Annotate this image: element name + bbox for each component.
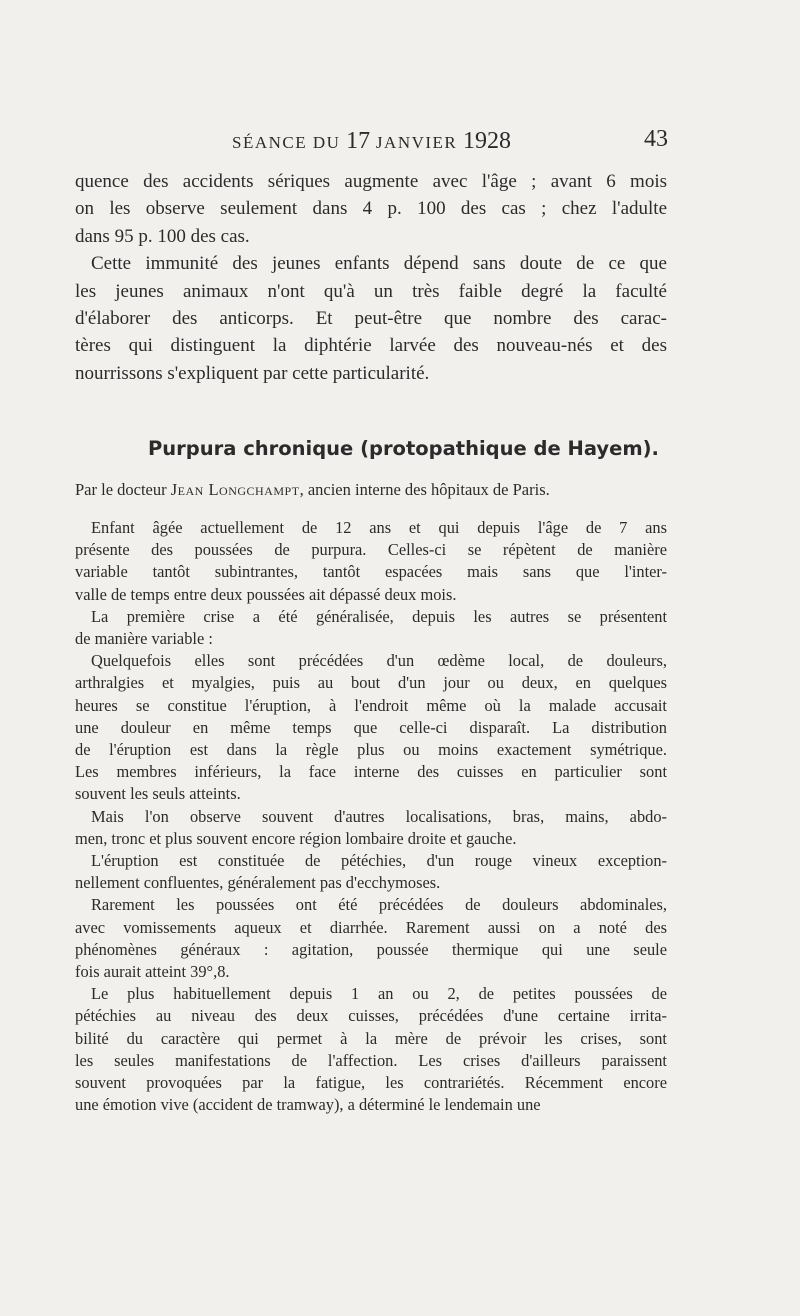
running-title-month: JANVIER: [375, 133, 458, 152]
text-line: avec vomissements aqueux et diarrhée. Rarement aussi on a noté des: [75, 917, 667, 937]
text-line: Cette immunité des jeunes enfants dépend sans doute de ce que: [91, 253, 667, 275]
byline-suffix: , ancien interne des hôpitaux de Paris.: [299, 480, 550, 499]
running-title-year: 1928: [463, 128, 512, 154]
text-line: nourrissons s'expliquent par cette particularité.: [75, 362, 430, 384]
text-line: nellement confluentes, généralement pas d'ecchymoses.: [75, 873, 441, 893]
text-line: d'élaborer des anticorps. Et peut-être que nombre des carac-: [75, 308, 667, 330]
text-line: Quelquefois elles sont précédées d'un œdème local, de douleurs,: [91, 651, 667, 671]
article-byline: [75, 480, 550, 500]
text-line: Rarement les poussées ont été précédées de douleurs abdominales,: [91, 895, 667, 915]
text-line: bilité du caractère qui permet à la mère de prévoir les crises, sont: [75, 1028, 667, 1048]
text-line: Les membres inférieurs, la face interne des cuisses en particulier sont: [75, 762, 667, 782]
text-line: variable tantôt subintrantes, tantôt espacées mais sans que l'inter-: [75, 562, 667, 582]
text-line: Enfant âgée actuellement de 12 ans et qui depuis l'âge de 7 ans: [91, 518, 667, 537]
text-line: Le plus habituellement depuis 1 an ou 2, de petites poussées de: [91, 984, 667, 1004]
article-body: [75, 517, 667, 1116]
running-title: [232, 128, 511, 155]
continued-text: [75, 168, 667, 387]
paragraph: [75, 250, 667, 387]
paragraph: [75, 606, 667, 650]
text-line: présente des poussées de purpura. Celles-ci se répètent de manière: [75, 540, 667, 560]
author-name: Jean Longchampt: [170, 480, 300, 499]
text-line: men, tronc et plus souvent encore région lombaire droite et gauche.: [75, 828, 517, 848]
paragraph: [75, 650, 667, 805]
text-line: souvent les seuls atteints.: [75, 784, 241, 804]
paragraph: [75, 894, 667, 983]
running-title-day: 17: [346, 128, 371, 154]
text-line: dans 95 p. 100 des cas.: [75, 225, 250, 247]
paragraph: [75, 168, 667, 250]
text-line: arthralgies et myalgies, puis au bout d'un jour ou deux, en quelques: [75, 673, 667, 693]
text-line: quence des accidents sériques augmente avec l'âge ; avant 6 mois: [75, 171, 667, 192]
text-line: de manière variable :: [75, 629, 213, 649]
article-title: Purpura chronique (protopathique de Hayem).: [148, 437, 659, 460]
text-line: tères qui distinguent la diphtérie larvée des nouveau-nés et des: [75, 335, 667, 357]
byline-prefix: Par le docteur: [75, 480, 167, 499]
page-number: 43: [644, 126, 668, 152]
paragraph: [75, 983, 667, 1116]
text-line: on les observe seulement dans 4 p. 100 des cas ; chez l'adulte: [75, 198, 667, 220]
text-line: une douleur en même temps que celle-ci disparaît. La distribution: [75, 717, 667, 737]
text-line: La première crise a été généralisée, depuis les autres se présentent: [91, 606, 667, 626]
text-line: pétéchies au niveau des deux cuisses, précédées d'une certaine irrita-: [75, 1006, 667, 1026]
page-header: [72, 124, 668, 156]
text-line: L'éruption est constituée de pétéchies, d'un rouge vineux exception-: [91, 851, 667, 871]
text-line: une émotion vive (accident de tramway), a déterminé le lendemain une: [75, 1095, 541, 1115]
paragraph: [75, 850, 667, 894]
text-line: les seules manifestations de l'affection. Les crises d'ailleurs paraissent: [75, 1050, 667, 1070]
text-line: valle de temps entre deux poussées ait dépassé deux mois.: [75, 584, 457, 604]
paragraph: [75, 806, 667, 850]
text-line: fois aurait atteint 39°,8.: [75, 962, 230, 982]
text-line: heures se constitue l'éruption, à l'endroit même où la malade accusait: [75, 695, 667, 715]
text-line: Mais l'on observe souvent d'autres localisations, bras, mains, abdo-: [91, 806, 667, 826]
text-line: phénomènes généraux : agitation, poussée thermique qui une seule: [75, 939, 667, 959]
text-line: de l'éruption est dans la règle plus ou moins exactement symétrique.: [75, 740, 667, 760]
text-line: les jeunes animaux n'ont qu'à un très faible degré la faculté: [75, 280, 667, 302]
paragraph: [75, 517, 667, 606]
running-title-prefix: SÉANCE DU: [232, 133, 341, 152]
text-line: souvent provoquées par la fatigue, les contrariétés. Récemment encore: [75, 1073, 667, 1093]
